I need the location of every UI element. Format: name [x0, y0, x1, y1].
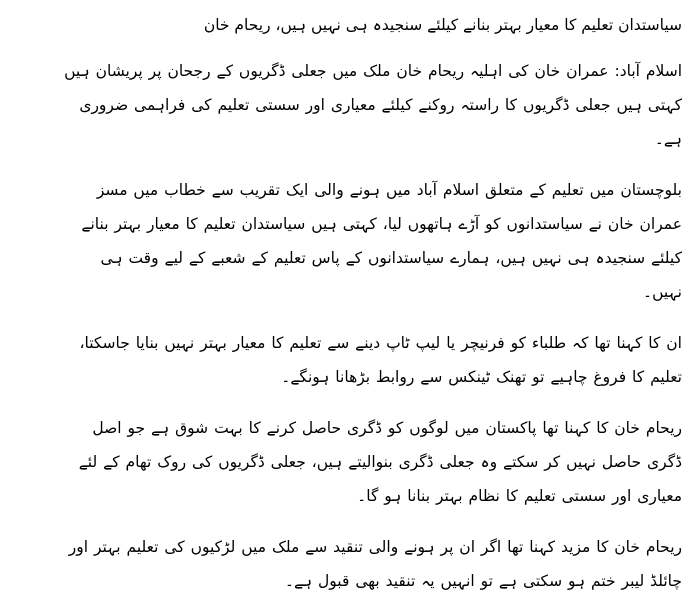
article-paragraph-3: ان کا کہنا تھا کہ طلباء کو فرنیچر یا لیپ ٹاپ دینے سے تعلیم کا معیار بہتر نہیں بنایا جاسکتا، تعلیم کا فروغ چاہیے تو تھنک ٹینکس سے روابط بڑھانا ہونگے۔	[79, 334, 682, 386]
article-paragraph-2: بلوچستان میں تعلیم کے متعلق اسلام آباد میں ہونے والی ایک تقریب سے خطاب میں مسز عمران خان نے سیاستدانوں کو آڑے ہاتھوں لیا، کہتی ہیں سیاستدان تعلیم کا معیار بہتر بنانے کیلئے سنجیدہ ہی نہیں ہیں، ہمارے سیاستدانوں کے پاس تعلیم کے شعبے کے لیے وقت ہی نہیں۔	[81, 181, 682, 301]
article-paragraph-5: ریحام خان کا مزید کہنا تھا اگر ان پر ہونے والی تنقید سے ملک میں لڑکیوں کی تعلیم بہتر اور چائلڈ لیبر ختم ہو سکتی ہے تو انہیں یہ تنقید بھی قبول ہے۔	[68, 538, 682, 590]
article-title: سیاستدان تعلیم کا معیار بہتر بنانے کیلئے سنجیدہ ہی نہیں ہیں، ریحام خان	[203, 16, 682, 34]
article-paragraph-1: اسلام آباد: عمران خان کی اہلیہ ریحام خان ملک میں جعلی ڈگریوں کے رجحان پر پریشان ہیں کہتی ہیں جعلی ڈگریوں کا راستہ روکنے کیلئے معیاری اور سستی تعلیم کی فراہمی ضروری ہے۔	[64, 62, 682, 148]
article-paragraph-4: ریحام خان کا کہنا تھا پاکستان میں لوگوں کو ڈگری حاصل کرنے کا بہت شوق ہے جو اصل ڈگری حاصل نہیں کر سکتے وہ جعلی ڈگری بنوالیتے ہیں، جعلی ڈگریوں کی روک تھام کے لئے معیاری اور سستی تعلیم کا نظام بہتر بنانا ہو گا۔	[78, 419, 682, 505]
